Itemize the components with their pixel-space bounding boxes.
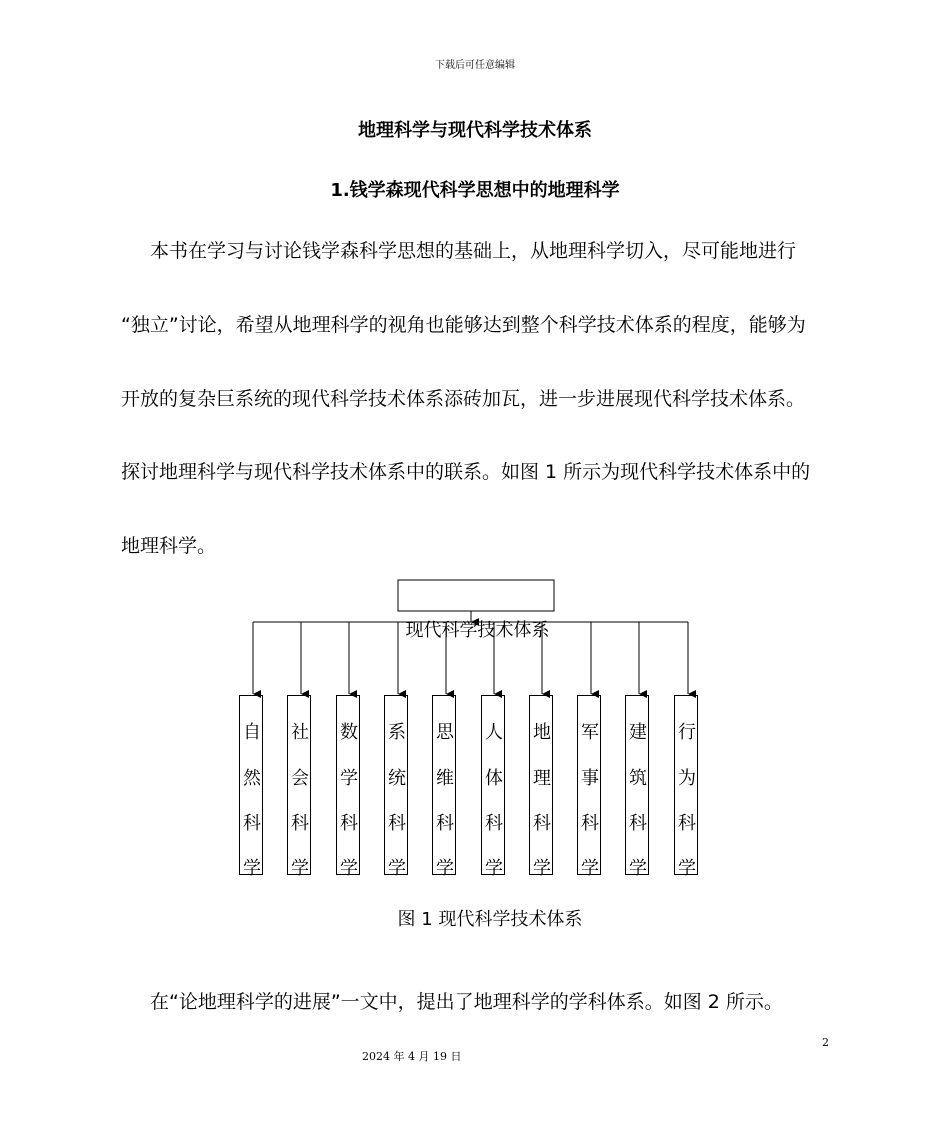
branch-char: 思 [436,722,454,743]
branch-char: 科 [388,813,406,834]
paragraph-line: 地理科学。 [121,535,217,557]
branch-char: 科 [533,813,551,834]
branch-char: 学 [243,858,261,879]
branch-char: 学 [629,858,647,879]
branch-char: 维 [436,768,454,789]
branch-box [529,695,553,879]
page-title: 地理科学与现代科学技术体系 [358,120,592,141]
branch-char: 科 [291,813,309,834]
root-box-label: 现代科学技术体系 [405,620,550,641]
branch-char: 会 [291,768,309,789]
branch-char: 系 [388,722,406,743]
paragraph-2: 在“论地理科学的进展”一文中，提出了地理科学的学科体系。如图 2 所示。 [150,991,783,1013]
root-box [398,580,554,611]
branch-box [625,695,649,879]
branch-char: 自 [243,722,261,743]
branch-char: 然 [243,768,261,789]
branch-char: 学 [485,858,503,879]
branch-char: 人 [485,722,503,743]
branch-char: 学 [388,858,406,879]
branch-char: 体 [485,768,503,789]
footer-date: 2024 年 4 月 19 日 [362,1050,462,1063]
branch-char: 科 [340,813,358,834]
page-header: 下载后可任意编辑 [435,60,515,71]
branch-char: 学 [678,858,696,879]
paragraph-line: 开放的复杂巨系统的现代科学技术体系添砖加瓦，进一步进展现代科学技术体系。 [121,388,806,410]
branch-box [481,695,505,879]
branch-char: 筑 [629,768,647,789]
branch-box [336,695,360,879]
branch-char: 科 [436,813,454,834]
branch-char: 学 [340,858,358,879]
branch-char: 学 [533,858,551,879]
branch-char: 科 [581,813,599,834]
branch-box [384,695,408,879]
paragraph-line: “独立”讨论，希望从地理科学的视角也能够达到整个科学技术体系的程度，能够为 [121,314,806,336]
page-number: 2 [822,1036,829,1049]
branch-box [239,695,263,879]
branch-box [674,695,698,879]
branch-char: 学 [340,768,358,789]
branch-char: 社 [291,722,309,743]
branch-box [432,695,456,879]
branch-char: 统 [388,768,406,789]
branch-char: 学 [581,858,599,879]
branch-box [577,695,601,879]
figure-caption: 图 1 现代科学技术体系 [397,909,583,930]
branch-char: 事 [581,768,599,789]
branch-char: 学 [291,858,309,879]
branch-char: 学 [436,858,454,879]
branch-char: 为 [678,768,696,789]
branch-char: 科 [243,813,261,834]
branch-char: 科 [485,813,503,834]
branch-char: 数 [340,722,358,743]
paragraph-line: 本书在学习与讨论钱学森科学思想的基础上，从地理科学切入，尽可能地进行 [150,240,797,262]
branch-char: 建 [629,722,647,743]
branch-box [287,695,311,879]
section-heading: 1.钱学森现代科学思想中的地理科学 [330,180,620,201]
branch-char: 军 [581,722,599,743]
paragraph-line: 探讨地理科学与现代科学技术体系中的联系。如图 1 所示为现代科学技术体系中的 [121,461,811,483]
branch-char: 科 [629,813,647,834]
branch-char: 科 [678,813,696,834]
branch-char: 地 [533,722,551,743]
branch-char: 行 [678,722,696,743]
branch-char: 理 [533,768,551,789]
